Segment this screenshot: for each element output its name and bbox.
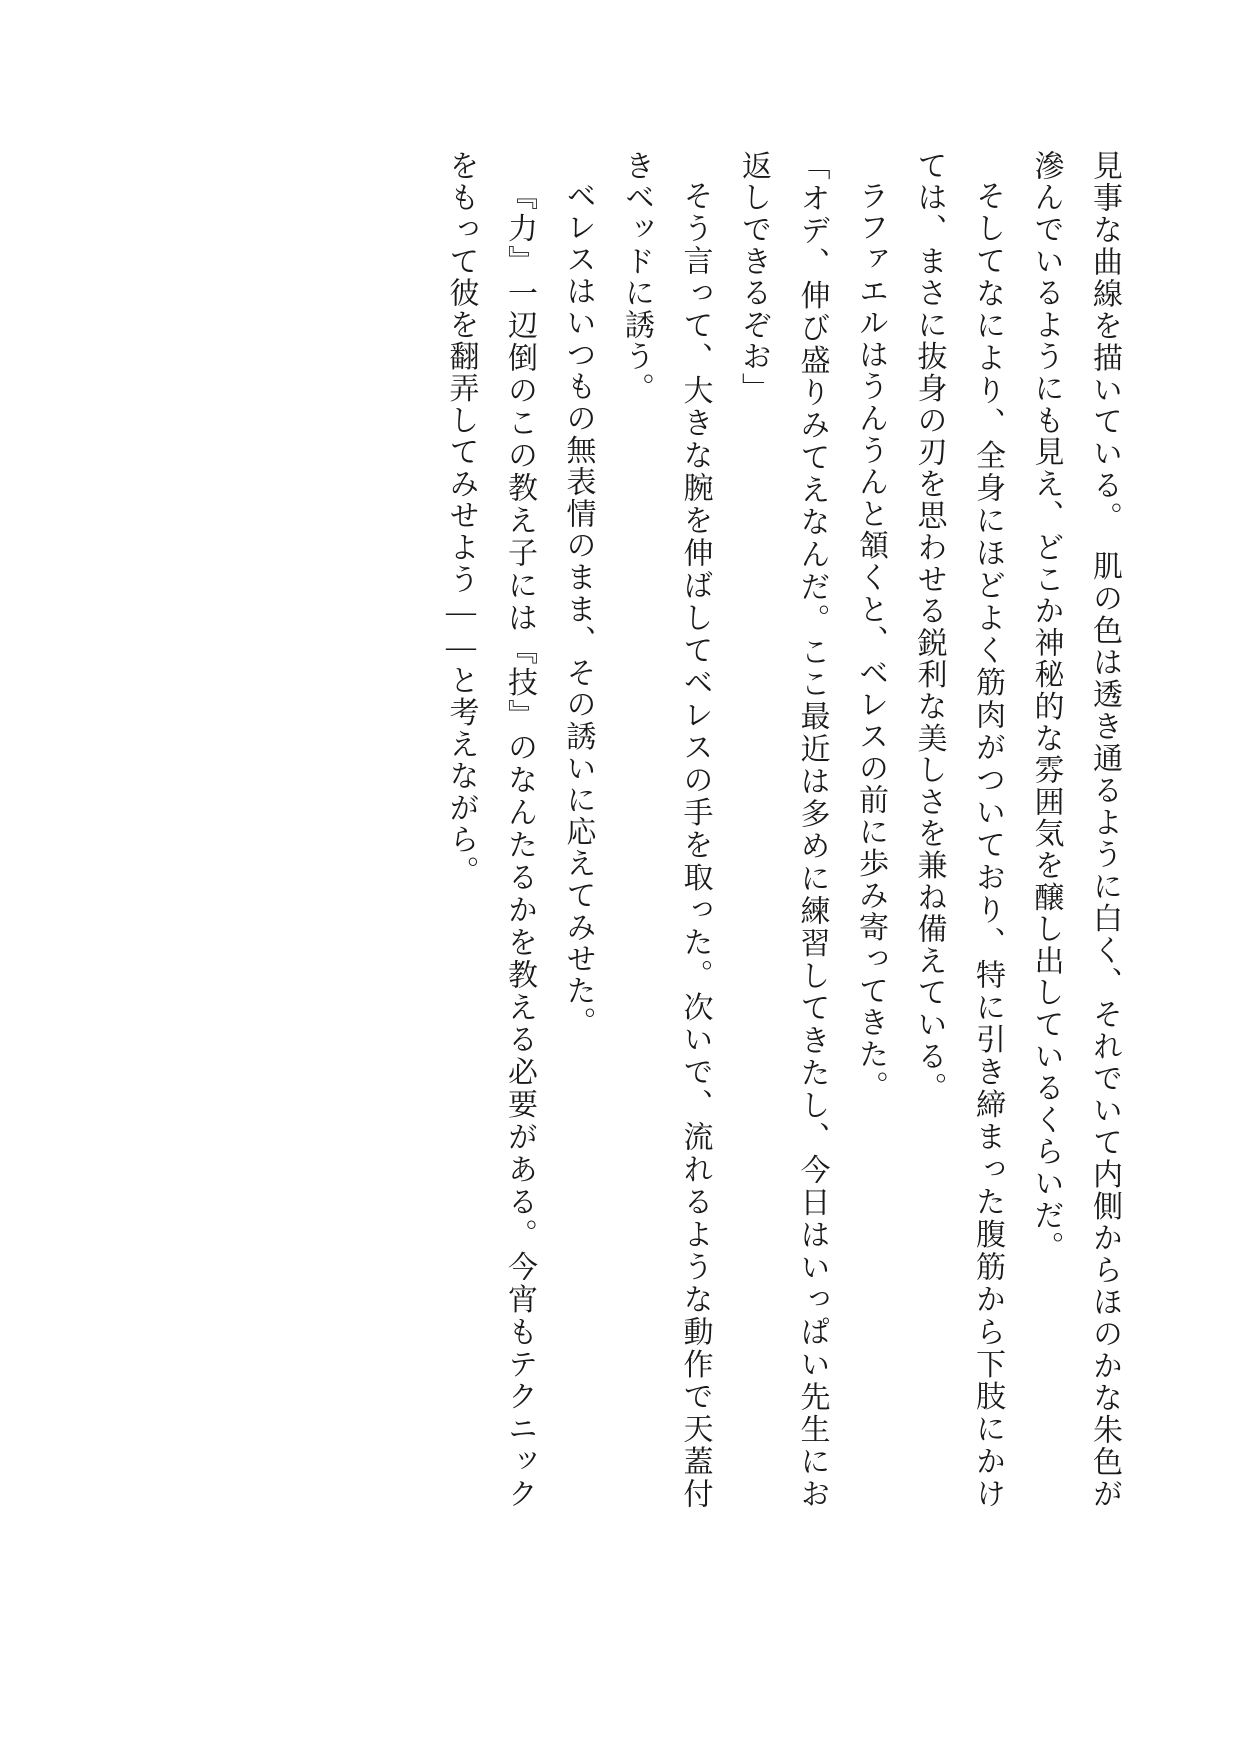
paragraph: そしてなにより、全身にほどよく筋肉がついており、特に引き締まった腹筋から下肢にかけては、まさに抜身の刃を思わせる鋭利な美しさを兼ね備えている。 (912, 150, 1004, 1510)
paragraph: ラファエルはうんうんと頷くと、ベレスの前に歩み寄ってきた。 (854, 180, 887, 1103)
paragraph: 「オデ、伸び盛りみてえなんだ。ここ最近は多めに練習してきたし、今日はいっぱい先生にお返しできるぞお」 (737, 150, 829, 1510)
paragraph: 『力』一辺倒のこの教え子には『技』のなんたるかを教える必要がある。今宵もテクニックをもって彼を翻弄してみせよう――と考えながら。 (444, 150, 536, 1510)
body-text (313, 150, 1133, 1510)
paragraph: ベレスはいつもの無表情のまま、その誘いに応えてみせた。 (561, 180, 595, 1039)
paragraph: 見事な曲線を描いている。 肌の色は透き通るように白く、それでいて内側からほのかな朱色が滲んでいるようにも見え、どこか神秘的な雰囲気を醸し出しているくらいだ。 (1029, 150, 1121, 1510)
paragraph: そう言って、大きな腕を伸ばしてベレスの手を取った。次いで、流れるような動作で天蓋付きベッドに誘う。 (620, 150, 712, 1510)
